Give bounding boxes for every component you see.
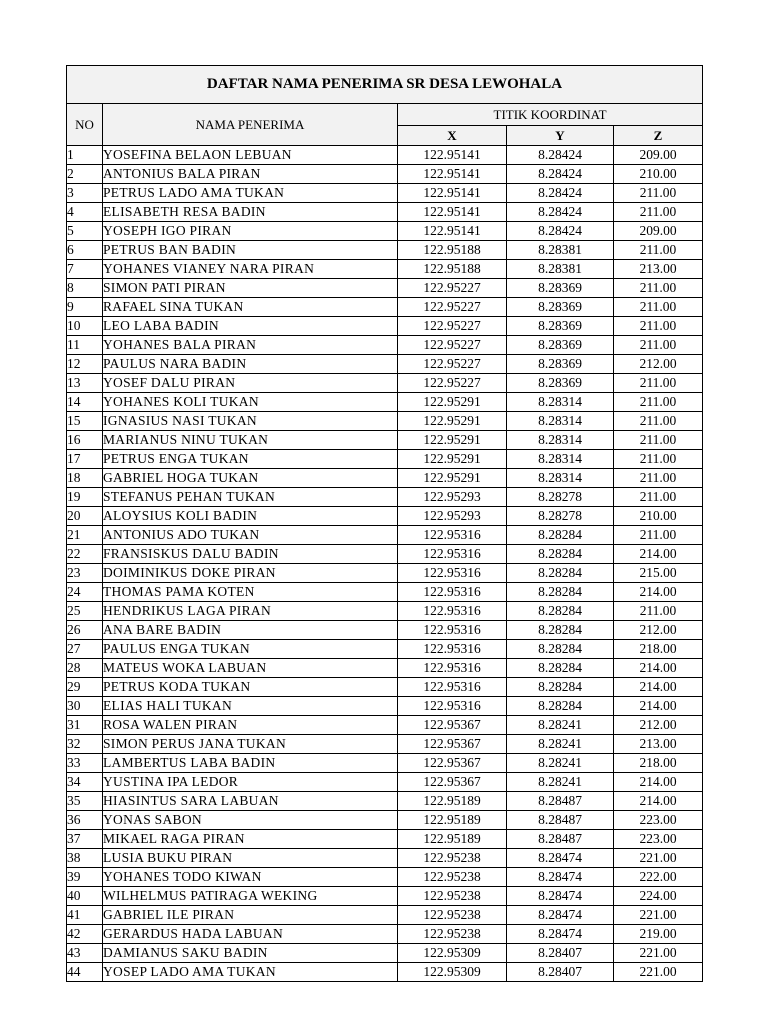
- row-number: 34: [67, 773, 103, 792]
- coord-z: 209.00: [614, 222, 703, 241]
- coord-y: 8.28407: [507, 963, 614, 982]
- row-number: 30: [67, 697, 103, 716]
- recipient-name: LAMBERTUS LABA BADIN: [103, 754, 398, 773]
- row-number: 5: [67, 222, 103, 241]
- coord-x: 122.95227: [398, 355, 507, 374]
- recipient-name: YOSEFINA BELAON LEBUAN: [103, 146, 398, 165]
- coord-z: 213.00: [614, 260, 703, 279]
- recipient-name: PETRUS BAN BADIN: [103, 241, 398, 260]
- row-number: 22: [67, 545, 103, 564]
- coord-y: 8.28487: [507, 830, 614, 849]
- coord-y: 8.28487: [507, 792, 614, 811]
- table-row: [67, 811, 703, 830]
- coord-y: 8.28487: [507, 811, 614, 830]
- recipient-name: WILHELMUS PATIRAGA WEKING: [103, 887, 398, 906]
- row-number: 15: [67, 412, 103, 431]
- row-number: 3: [67, 184, 103, 203]
- coord-z: 224.00: [614, 887, 703, 906]
- coord-x: 122.95316: [398, 526, 507, 545]
- coord-x: 122.95291: [398, 393, 507, 412]
- recipient-name: PETRUS LADO AMA TUKAN: [103, 184, 398, 203]
- coord-y: 8.28314: [507, 431, 614, 450]
- row-number: 18: [67, 469, 103, 488]
- coord-x: 122.95291: [398, 450, 507, 469]
- row-number: 8: [67, 279, 103, 298]
- coord-x: 122.95189: [398, 792, 507, 811]
- coord-z: 214.00: [614, 697, 703, 716]
- header-no: NO: [67, 104, 103, 146]
- row-number: 1: [67, 146, 103, 165]
- coord-x: 122.95316: [398, 602, 507, 621]
- coord-z: 212.00: [614, 716, 703, 735]
- coord-x: 122.95227: [398, 298, 507, 317]
- coord-x: 122.95316: [398, 659, 507, 678]
- coord-z: 212.00: [614, 355, 703, 374]
- coord-x: 122.95316: [398, 564, 507, 583]
- coord-z: 215.00: [614, 564, 703, 583]
- row-number: 27: [67, 640, 103, 659]
- row-number: 9: [67, 298, 103, 317]
- table-row: [67, 279, 703, 298]
- coord-y: 8.28369: [507, 336, 614, 355]
- table-row: [67, 906, 703, 925]
- table-row: [67, 469, 703, 488]
- table-row: [67, 393, 703, 412]
- coord-y: 8.28381: [507, 260, 614, 279]
- coord-x: 122.95188: [398, 241, 507, 260]
- row-number: 26: [67, 621, 103, 640]
- table-row: [67, 963, 703, 982]
- coord-y: 8.28284: [507, 583, 614, 602]
- coord-z: 211.00: [614, 336, 703, 355]
- table-title: DAFTAR NAMA PENERIMA SR DESA LEWOHALA: [67, 66, 703, 104]
- table-row: [67, 355, 703, 374]
- table-row: [67, 431, 703, 450]
- recipient-name: YOHANES KOLI TUKAN: [103, 393, 398, 412]
- recipient-name: DOIMINIKUS DOKE PIRAN: [103, 564, 398, 583]
- coord-x: 122.95316: [398, 545, 507, 564]
- coord-x: 122.95291: [398, 431, 507, 450]
- table-row: [67, 165, 703, 184]
- recipient-name: MATEUS WOKA LABUAN: [103, 659, 398, 678]
- table-row: [67, 488, 703, 507]
- recipient-name: MIKAEL RAGA PIRAN: [103, 830, 398, 849]
- table-row: [67, 849, 703, 868]
- coord-x: 122.95227: [398, 336, 507, 355]
- coord-z: 211.00: [614, 298, 703, 317]
- table-row: [67, 925, 703, 944]
- coord-z: 214.00: [614, 583, 703, 602]
- row-number: 25: [67, 602, 103, 621]
- table-row: [67, 868, 703, 887]
- coord-y: 8.28424: [507, 184, 614, 203]
- table-row: [67, 203, 703, 222]
- coord-x: 122.95238: [398, 887, 507, 906]
- table-row: [67, 241, 703, 260]
- recipient-name: THOMAS PAMA KOTEN: [103, 583, 398, 602]
- recipient-name: ALOYSIUS KOLI BADIN: [103, 507, 398, 526]
- row-number: 42: [67, 925, 103, 944]
- coord-y: 8.28369: [507, 374, 614, 393]
- recipient-name: DAMIANUS SAKU BADIN: [103, 944, 398, 963]
- recipient-name: YOHANES TODO KIWAN: [103, 868, 398, 887]
- coord-z: 221.00: [614, 906, 703, 925]
- coord-z: 221.00: [614, 849, 703, 868]
- recipient-name: FRANSISKUS DALU BADIN: [103, 545, 398, 564]
- coord-x: 122.95367: [398, 773, 507, 792]
- coord-y: 8.28369: [507, 279, 614, 298]
- coord-x: 122.95316: [398, 621, 507, 640]
- coord-y: 8.28241: [507, 773, 614, 792]
- coord-y: 8.28284: [507, 545, 614, 564]
- coord-y: 8.28278: [507, 488, 614, 507]
- table-row: [67, 792, 703, 811]
- coord-z: 211.00: [614, 450, 703, 469]
- coord-x: 122.95367: [398, 754, 507, 773]
- row-number: 14: [67, 393, 103, 412]
- table-row: [67, 735, 703, 754]
- row-number: 38: [67, 849, 103, 868]
- coord-x: 122.95238: [398, 868, 507, 887]
- row-number: 43: [67, 944, 103, 963]
- coord-z: 211.00: [614, 412, 703, 431]
- coord-y: 8.28424: [507, 146, 614, 165]
- coord-z: 212.00: [614, 621, 703, 640]
- coord-y: 8.28241: [507, 716, 614, 735]
- row-number: 20: [67, 507, 103, 526]
- coord-z: 211.00: [614, 241, 703, 260]
- coord-y: 8.28278: [507, 507, 614, 526]
- recipient-name: YONAS SABON: [103, 811, 398, 830]
- coord-x: 122.95367: [398, 716, 507, 735]
- coord-x: 122.95309: [398, 944, 507, 963]
- coord-y: 8.28474: [507, 849, 614, 868]
- row-number: 16: [67, 431, 103, 450]
- table-row: [67, 754, 703, 773]
- coord-x: 122.95141: [398, 184, 507, 203]
- table-row: [67, 640, 703, 659]
- row-number: 7: [67, 260, 103, 279]
- coord-z: 211.00: [614, 374, 703, 393]
- coord-x: 122.95316: [398, 640, 507, 659]
- recipient-table: [66, 65, 703, 982]
- coord-x: 122.95188: [398, 260, 507, 279]
- coord-x: 122.95141: [398, 146, 507, 165]
- table-row: [67, 184, 703, 203]
- row-number: 17: [67, 450, 103, 469]
- coord-y: 8.28474: [507, 887, 614, 906]
- recipient-name: ANTONIUS ADO TUKAN: [103, 526, 398, 545]
- recipient-name: YUSTINA IPA LEDOR: [103, 773, 398, 792]
- recipient-name: ANTONIUS BALA PIRAN: [103, 165, 398, 184]
- coord-z: 214.00: [614, 545, 703, 564]
- row-number: 28: [67, 659, 103, 678]
- coord-y: 8.28474: [507, 906, 614, 925]
- table-row: [67, 526, 703, 545]
- table-row: [67, 222, 703, 241]
- coord-y: 8.28284: [507, 526, 614, 545]
- row-number: 2: [67, 165, 103, 184]
- recipient-name: SIMON PERUS JANA TUKAN: [103, 735, 398, 754]
- table-row: [67, 146, 703, 165]
- header-x: X: [398, 126, 507, 146]
- coord-y: 8.28284: [507, 697, 614, 716]
- coord-y: 8.28381: [507, 241, 614, 260]
- coord-z: 218.00: [614, 754, 703, 773]
- row-number: 32: [67, 735, 103, 754]
- row-number: 11: [67, 336, 103, 355]
- table-row: [67, 830, 703, 849]
- row-number: 4: [67, 203, 103, 222]
- header-name: NAMA PENERIMA: [103, 104, 398, 146]
- coord-z: 211.00: [614, 469, 703, 488]
- table-row: [67, 944, 703, 963]
- table-row: [67, 336, 703, 355]
- recipient-name: PAULUS NARA BADIN: [103, 355, 398, 374]
- coord-y: 8.28369: [507, 298, 614, 317]
- coord-y: 8.28407: [507, 944, 614, 963]
- row-number: 24: [67, 583, 103, 602]
- coord-z: 211.00: [614, 203, 703, 222]
- recipient-name: ELISABETH RESA BADIN: [103, 203, 398, 222]
- recipient-name: YOSEF DALU PIRAN: [103, 374, 398, 393]
- coord-z: 211.00: [614, 602, 703, 621]
- recipient-name: YOHANES BALA PIRAN: [103, 336, 398, 355]
- coord-x: 122.95291: [398, 469, 507, 488]
- table-row: [67, 659, 703, 678]
- table-row: [67, 773, 703, 792]
- table-row: [67, 602, 703, 621]
- coord-y: 8.28284: [507, 621, 614, 640]
- recipient-name: PETRUS ENGA TUKAN: [103, 450, 398, 469]
- coord-x: 122.95316: [398, 697, 507, 716]
- coord-z: 218.00: [614, 640, 703, 659]
- coord-y: 8.28314: [507, 412, 614, 431]
- row-number: 10: [67, 317, 103, 336]
- coord-y: 8.28284: [507, 640, 614, 659]
- coord-x: 122.95141: [398, 203, 507, 222]
- table-row: [67, 317, 703, 336]
- row-number: 6: [67, 241, 103, 260]
- row-number: 19: [67, 488, 103, 507]
- recipient-name: YOSEPH IGO PIRAN: [103, 222, 398, 241]
- coord-y: 8.28314: [507, 393, 614, 412]
- table-header: [67, 66, 703, 146]
- coord-z: 214.00: [614, 659, 703, 678]
- recipient-name: GABRIEL HOGA TUKAN: [103, 469, 398, 488]
- row-number: 29: [67, 678, 103, 697]
- coord-x: 122.95238: [398, 925, 507, 944]
- coord-y: 8.28369: [507, 317, 614, 336]
- coord-y: 8.28369: [507, 355, 614, 374]
- row-number: 12: [67, 355, 103, 374]
- coord-z: 221.00: [614, 963, 703, 982]
- recipient-name: HIASINTUS SARA LABUAN: [103, 792, 398, 811]
- coord-x: 122.95309: [398, 963, 507, 982]
- coord-x: 122.95141: [398, 165, 507, 184]
- coord-z: 214.00: [614, 678, 703, 697]
- coord-z: 211.00: [614, 317, 703, 336]
- coord-z: 219.00: [614, 925, 703, 944]
- recipient-name: LEO LABA BADIN: [103, 317, 398, 336]
- recipient-name: IGNASIUS NASI TUKAN: [103, 412, 398, 431]
- row-number: 40: [67, 887, 103, 906]
- table-row: [67, 412, 703, 431]
- recipient-name: RAFAEL SINA TUKAN: [103, 298, 398, 317]
- recipient-name: STEFANUS PEHAN TUKAN: [103, 488, 398, 507]
- recipient-name: MARIANUS NINU TUKAN: [103, 431, 398, 450]
- coord-y: 8.28314: [507, 450, 614, 469]
- coord-y: 8.28284: [507, 659, 614, 678]
- coord-x: 122.95316: [398, 678, 507, 697]
- coord-y: 8.28424: [507, 165, 614, 184]
- coord-y: 8.28424: [507, 203, 614, 222]
- row-number: 31: [67, 716, 103, 735]
- recipient-name: PETRUS KODA TUKAN: [103, 678, 398, 697]
- table-row: [67, 697, 703, 716]
- coord-z: 211.00: [614, 184, 703, 203]
- coord-z: 213.00: [614, 735, 703, 754]
- header-y: Y: [507, 126, 614, 146]
- header-coordinates: TITIK KOORDINAT: [398, 104, 703, 126]
- table-row: [67, 678, 703, 697]
- coord-y: 8.28284: [507, 602, 614, 621]
- recipient-name: SIMON PATI PIRAN: [103, 279, 398, 298]
- coord-z: 223.00: [614, 830, 703, 849]
- row-number: 13: [67, 374, 103, 393]
- coord-y: 8.28284: [507, 678, 614, 697]
- coord-x: 122.95367: [398, 735, 507, 754]
- recipient-name: GABRIEL ILE PIRAN: [103, 906, 398, 925]
- row-number: 36: [67, 811, 103, 830]
- coord-x: 122.95141: [398, 222, 507, 241]
- coord-z: 211.00: [614, 526, 703, 545]
- table-row: [67, 260, 703, 279]
- recipient-name: HENDRIKUS LAGA PIRAN: [103, 602, 398, 621]
- coord-x: 122.95227: [398, 374, 507, 393]
- coord-z: 211.00: [614, 488, 703, 507]
- coord-x: 122.95227: [398, 279, 507, 298]
- recipient-name: GERARDUS HADA LABUAN: [103, 925, 398, 944]
- coord-y: 8.28241: [507, 754, 614, 773]
- coord-y: 8.28474: [507, 925, 614, 944]
- row-number: 41: [67, 906, 103, 925]
- row-number: 21: [67, 526, 103, 545]
- table-row: [67, 583, 703, 602]
- table-row: [67, 545, 703, 564]
- coord-z: 223.00: [614, 811, 703, 830]
- coord-z: 221.00: [614, 944, 703, 963]
- table-body: [67, 146, 703, 982]
- coord-y: 8.28474: [507, 868, 614, 887]
- coord-z: 210.00: [614, 507, 703, 526]
- coord-z: 214.00: [614, 792, 703, 811]
- coord-x: 122.95238: [398, 906, 507, 925]
- table-row: [67, 450, 703, 469]
- table-row: [67, 507, 703, 526]
- recipient-name: ROSA WALEN PIRAN: [103, 716, 398, 735]
- coord-z: 210.00: [614, 165, 703, 184]
- row-number: 44: [67, 963, 103, 982]
- row-number: 37: [67, 830, 103, 849]
- row-number: 39: [67, 868, 103, 887]
- coord-z: 222.00: [614, 868, 703, 887]
- row-number: 23: [67, 564, 103, 583]
- coord-z: 211.00: [614, 431, 703, 450]
- coord-y: 8.28314: [507, 469, 614, 488]
- coord-x: 122.95227: [398, 317, 507, 336]
- row-number: 35: [67, 792, 103, 811]
- coord-y: 8.28424: [507, 222, 614, 241]
- coord-x: 122.95316: [398, 583, 507, 602]
- recipient-name: LUSIA BUKU PIRAN: [103, 849, 398, 868]
- recipient-name: ELIAS HALI TUKAN: [103, 697, 398, 716]
- coord-x: 122.95238: [398, 849, 507, 868]
- table-row: [67, 374, 703, 393]
- coord-x: 122.95291: [398, 412, 507, 431]
- coord-x: 122.95293: [398, 507, 507, 526]
- recipient-name: ANA BARE BADIN: [103, 621, 398, 640]
- recipient-name: PAULUS ENGA TUKAN: [103, 640, 398, 659]
- recipient-name: YOSEP LADO AMA TUKAN: [103, 963, 398, 982]
- coord-z: 214.00: [614, 773, 703, 792]
- coord-y: 8.28284: [507, 564, 614, 583]
- table-row: [67, 716, 703, 735]
- table-row: [67, 298, 703, 317]
- coord-x: 122.95189: [398, 811, 507, 830]
- table-row: [67, 564, 703, 583]
- coord-x: 122.95293: [398, 488, 507, 507]
- coord-x: 122.95189: [398, 830, 507, 849]
- header-z: Z: [614, 126, 703, 146]
- coord-z: 211.00: [614, 393, 703, 412]
- table-row: [67, 621, 703, 640]
- row-number: 33: [67, 754, 103, 773]
- coord-z: 211.00: [614, 279, 703, 298]
- coord-z: 209.00: [614, 146, 703, 165]
- recipient-name: YOHANES VIANEY NARA PIRAN: [103, 260, 398, 279]
- table-row: [67, 887, 703, 906]
- coord-y: 8.28241: [507, 735, 614, 754]
